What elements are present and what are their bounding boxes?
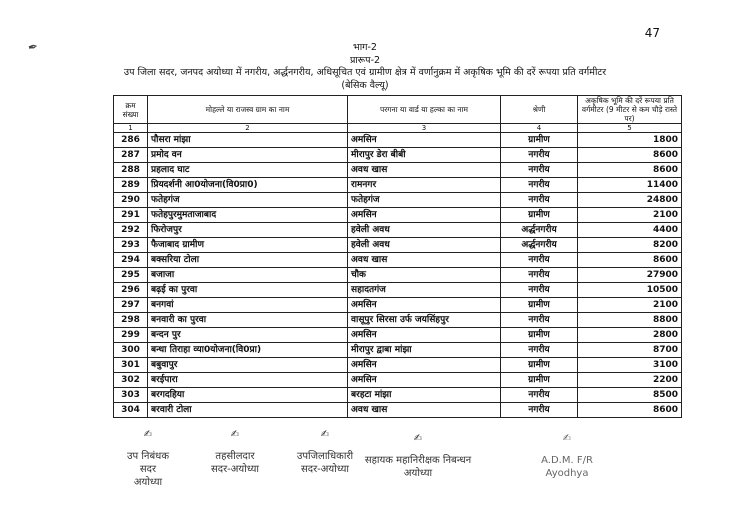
cell-category: नगरीय (501, 268, 578, 283)
cell-category: ग्रामीण (501, 133, 578, 148)
cell-ward: फतेहगंज (348, 193, 501, 208)
signature-adm: ✍ A.D.M. F/R Ayodhya (522, 432, 612, 480)
cell-serial: 296 (114, 283, 148, 298)
table-row (114, 403, 682, 418)
column-header-locality: मोहल्ले या राजस्व ग्राम का नाम (148, 96, 348, 124)
column-index-row (114, 124, 682, 133)
column-header-serial: क्रम संख्या (114, 96, 148, 124)
table-row (114, 283, 682, 298)
cell-locality: बरईपारा (148, 373, 348, 388)
cell-serial: 295 (114, 268, 148, 283)
table-row (114, 388, 682, 403)
cell-rate: 24800 (578, 193, 682, 208)
cell-locality: फतेहगंज (148, 193, 348, 208)
cell-locality: बन्दन पुर (148, 328, 348, 343)
table-header-row (114, 96, 682, 124)
table-row (114, 343, 682, 358)
cell-serial: 287 (114, 148, 148, 163)
table-row (114, 178, 682, 193)
cell-rate: 3100 (578, 358, 682, 373)
cell-locality: प्रियदर्शनी आ0योजना(वि0प्रा0) (148, 178, 348, 193)
table-row (114, 163, 682, 178)
cell-category: नगरीय (501, 148, 578, 163)
signature-scribble-icon: ✍ (413, 433, 423, 444)
table-row (114, 358, 682, 373)
column-header-ward: परगना या वार्ड या हल्का का नाम (348, 96, 501, 124)
cell-locality: बजाजा (148, 268, 348, 283)
column-index: 2 (148, 124, 348, 133)
table-row (114, 328, 682, 343)
cell-ward: अमसिन (348, 373, 501, 388)
column-index: 1 (114, 124, 148, 133)
signature-scribble-icon: ✍ (143, 429, 153, 440)
cell-category: नगरीय (501, 388, 578, 403)
document-title: उप जिला सदर, जनपद अयोध्या में नगरीय, अर्द्धनगरीय, अधिसूचित एवं ग्रामीण क्षेत्र में वर्णानुक्रम में अकृषिक भूमि की दरें रूपया प्रति वर्गमीटर (123, 67, 607, 78)
table-row (114, 313, 682, 328)
cell-ward: अमसिन (348, 208, 501, 223)
cell-serial: 298 (114, 313, 148, 328)
cell-locality: पौसरा मांझा (148, 133, 348, 148)
cell-ward: चौक (348, 268, 501, 283)
cell-ward: अमसिन (348, 328, 501, 343)
table-row (114, 193, 682, 208)
signature-scribble-icon: ✍ (230, 429, 240, 440)
cell-serial: 301 (114, 358, 148, 373)
table-row (114, 298, 682, 313)
cell-serial: 302 (114, 373, 148, 388)
cell-rate: 8600 (578, 148, 682, 163)
cell-serial: 290 (114, 193, 148, 208)
table-row (114, 208, 682, 223)
cell-serial: 294 (114, 253, 148, 268)
cell-rate: 2200 (578, 373, 682, 388)
cell-category: अर्द्धनगरीय (501, 223, 578, 238)
cell-rate: 8600 (578, 403, 682, 418)
signature-tehsildar: ✍ तहसीलदार सदर-अयोध्या (190, 428, 280, 476)
cell-serial: 300 (114, 343, 148, 358)
column-index: 5 (578, 124, 682, 133)
signature-scribble-icon: ✍ (562, 433, 572, 444)
cell-locality: बबुवापुर (148, 358, 348, 373)
cell-serial: 303 (114, 388, 148, 403)
cell-serial: 304 (114, 403, 148, 418)
cell-ward: अमसिन (348, 133, 501, 148)
cell-category: नगरीय (501, 253, 578, 268)
cell-serial: 288 (114, 163, 148, 178)
table-row (114, 223, 682, 238)
cell-ward: अवध खास (348, 403, 501, 418)
cell-ward: मीरापुर डेरा बीबी (348, 148, 501, 163)
cell-locality: प्रहलाद घाट (148, 163, 348, 178)
cell-serial: 289 (114, 178, 148, 193)
cell-locality: बन्धा तिराहा व्या0योजना(वि0प्रा) (148, 343, 348, 358)
page-number: 47 (644, 26, 660, 40)
part-label: भाग-2 (353, 42, 377, 53)
cell-category: ग्रामीण (501, 358, 578, 373)
cell-ward: अवध खास (348, 163, 501, 178)
cell-serial: 293 (114, 238, 148, 253)
cell-ward: मीरापुर द्वाबा मांझा (348, 343, 501, 358)
cell-locality: फतेहपुरमुमताजाबाद (148, 208, 348, 223)
cell-ward: हवेली अवध (348, 238, 501, 253)
document-subtitle: (बेसिक वैल्यू) (341, 80, 389, 91)
cell-serial: 297 (114, 298, 148, 313)
cell-serial: 291 (114, 208, 148, 223)
cell-rate: 8800 (578, 313, 682, 328)
cell-locality: बनगवां (148, 298, 348, 313)
column-index: 4 (501, 124, 578, 133)
signature-aig-registration: ✍ सहायक महानिरीक्षक निबन्धन अयोध्या (358, 432, 478, 480)
rate-table (113, 95, 682, 418)
cell-category: नगरीय (501, 163, 578, 178)
pen-mark-icon: ✒ (26, 39, 40, 55)
cell-ward: बरहटा मांझा (348, 388, 501, 403)
table-row (114, 133, 682, 148)
cell-locality: बक्सरिया टोला (148, 253, 348, 268)
cell-locality: बढ़ई का पुरवा (148, 283, 348, 298)
table-row (114, 268, 682, 283)
cell-serial: 299 (114, 328, 148, 343)
cell-ward: अमसिन (348, 298, 501, 313)
cell-ward: सहादतगंज (348, 283, 501, 298)
cell-rate: 11400 (578, 178, 682, 193)
signature-sub-registrar: ✍ उप निबंधक सदर अयोध्या (108, 428, 188, 489)
cell-rate: 2100 (578, 208, 682, 223)
cell-category: नगरीय (501, 178, 578, 193)
cell-category: ग्रामीण (501, 328, 578, 343)
cell-rate: 8500 (578, 388, 682, 403)
cell-serial: 292 (114, 223, 148, 238)
cell-rate: 2100 (578, 298, 682, 313)
cell-category: ग्रामीण (501, 298, 578, 313)
cell-ward: अवध खास (348, 253, 501, 268)
signature-scribble-icon: ✍ (320, 429, 330, 440)
column-index: 3 (348, 124, 501, 133)
cell-locality: फिरोजपुर (148, 223, 348, 238)
cell-locality: बरवारी टोला (148, 403, 348, 418)
cell-ward: वासूपुर सिरसा उर्फ जयसिंहपुर (348, 313, 501, 328)
cell-rate: 27900 (578, 268, 682, 283)
cell-rate: 1800 (578, 133, 682, 148)
cell-ward: रामनगर (348, 178, 501, 193)
signature-sdm: ✍ उपजिलाधिकारी सदर-अयोध्या (280, 428, 370, 476)
cell-category: नगरीय (501, 343, 578, 358)
cell-category: नगरीय (501, 193, 578, 208)
cell-rate: 8600 (578, 163, 682, 178)
cell-category: नगरीय (501, 313, 578, 328)
cell-category: ग्रामीण (501, 208, 578, 223)
cell-ward: अमसिन (348, 358, 501, 373)
table-row (114, 238, 682, 253)
column-header-category: श्रेणी (501, 96, 578, 124)
cell-category: ग्रामीण (501, 373, 578, 388)
cell-category: नगरीय (501, 283, 578, 298)
cell-rate: 8200 (578, 238, 682, 253)
cell-rate: 4400 (578, 223, 682, 238)
table-row (114, 148, 682, 163)
cell-ward: हवेली अवध (348, 223, 501, 238)
cell-category: अर्द्धनगरीय (501, 238, 578, 253)
column-header-rate: अकृषिक भूमि की दरें रूपया प्रति वर्गमीटर (9 मीटर से कम चौड़े रास्ते पर) (578, 96, 682, 124)
cell-category: नगरीय (501, 403, 578, 418)
cell-locality: फैजाबाद ग्रामीण (148, 238, 348, 253)
cell-rate: 8600 (578, 253, 682, 268)
cell-locality: बनवारी का पुरवा (148, 313, 348, 328)
cell-rate: 8700 (578, 343, 682, 358)
cell-rate: 10500 (578, 283, 682, 298)
cell-locality: बरगदहिया (148, 388, 348, 403)
form-label: प्रारूप-2 (349, 55, 381, 66)
table-row (114, 253, 682, 268)
cell-rate: 2800 (578, 328, 682, 343)
table-row (114, 373, 682, 388)
cell-locality: प्रमोद वन (148, 148, 348, 163)
cell-serial: 286 (114, 133, 148, 148)
